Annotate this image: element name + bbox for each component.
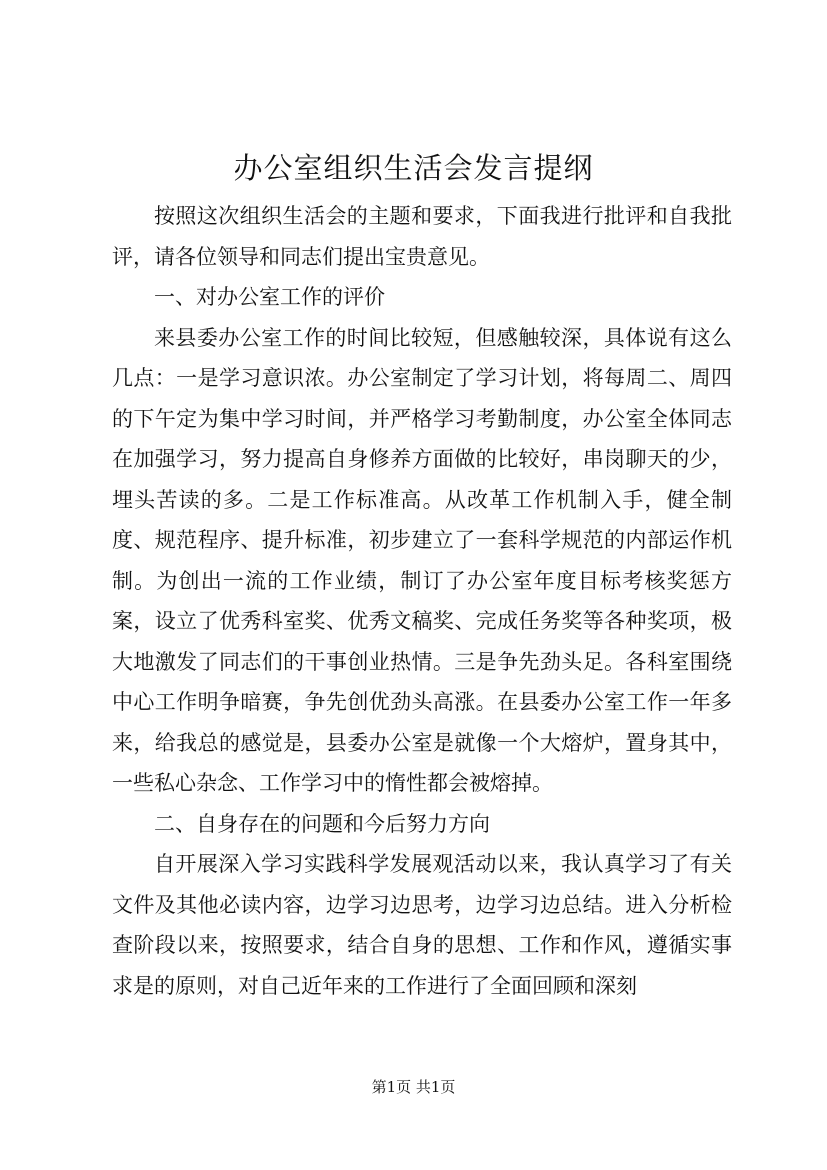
page-footer: 第1页 共1页 bbox=[371, 1078, 456, 1096]
intro-paragraph: 按照这次组织生活会的主题和要求，下面我进行批评和自我批评，请各位领导和同志们提出宝贵意见。 bbox=[112, 204, 732, 269]
section-heading-1: 一、对办公室工作的评价 bbox=[154, 285, 385, 309]
body-paragraph-1: 来县委办公室工作的时间比较短，但感触较深，具体说有这么几点：一是学习意识浓。办公室制定了学习计划，将每周二、周四的下午定为集中学习时间，并严格学习考勤制度，办公室全体同志在加强学习，努力提高自身修养方面做的比较好，串岗聊天的少，埋头苦读的多。二是工作标准高。从改革工作机制入手，健全制度、规范程序、提升标准，初步建立了一套科学规范的内部运作机制。为创出一流的工作业绩，制订了办公室年度目标考核奖惩方案，设立了优秀科室奖、优秀文稿奖、完成任务奖等各种奖项，极大地激发了同志们的干事创业热情。三是争先劲头足。各科室围绕中心工作明争暗赛，争先创优劲头高涨。在县委办公室工作一年多来，给我总的感觉是，县委办公室是就像一个大熔炉，置身其中，一些私心杂念、工作学习中的惰性都会被熔掉。 bbox=[112, 325, 732, 795]
document-title: 办公室组织生活会发言提纲 bbox=[233, 151, 594, 185]
document-body bbox=[112, 196, 732, 1006]
section-heading-2: 二、自身存在的问题和今后努力方向 bbox=[154, 811, 490, 836]
body-paragraph-2: 自开展深入学习实践科学发展观活动以来，我认真学习了有关文件及其他必读内容，边学习边思考，边学习边总结。进入分析检查阶段以来，按照要求，结合自身的思想、工作和作风，遵循实事求是的原则，对自己近年来的工作进行了全面回顾和深刻 bbox=[112, 852, 732, 998]
